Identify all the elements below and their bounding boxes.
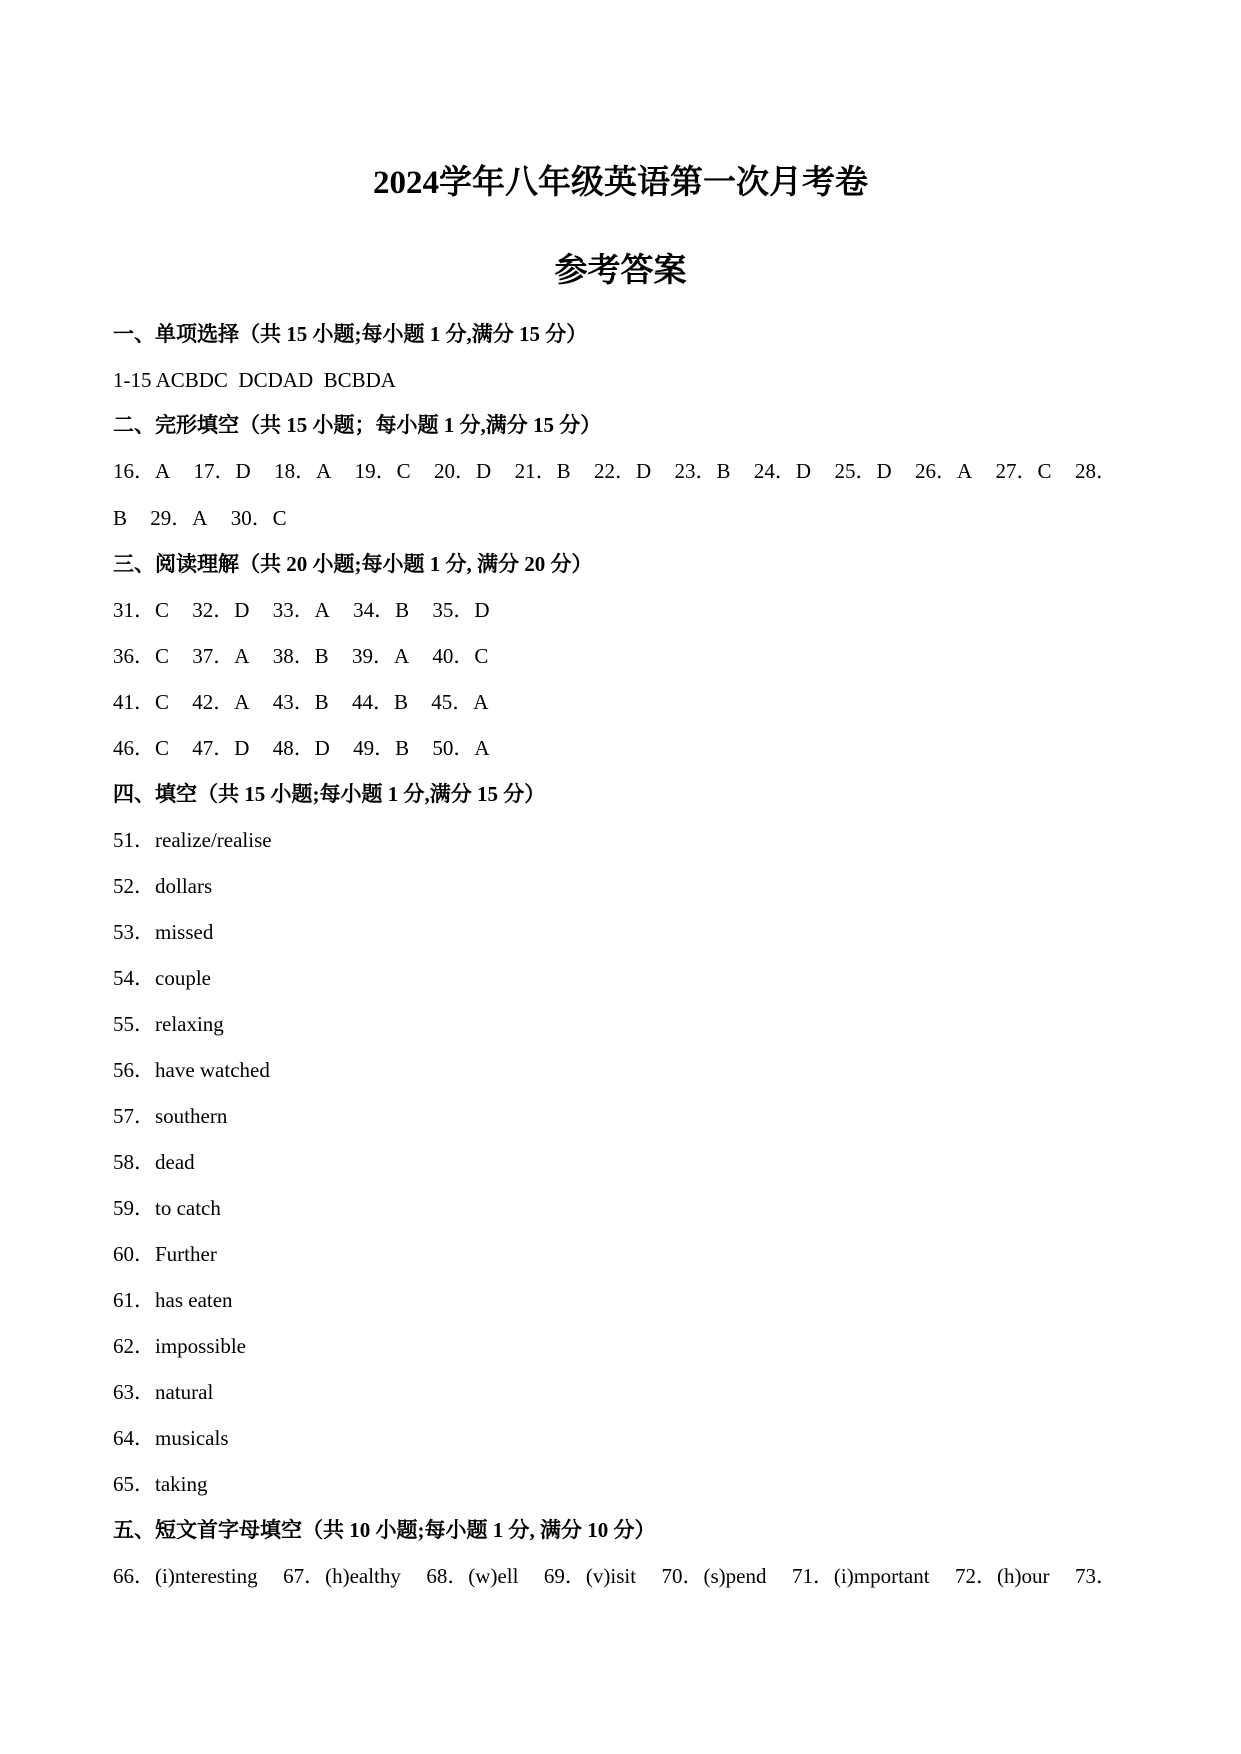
answer-item: 32．D [192,598,250,622]
answer-item: 72．(h)our [955,1564,1050,1588]
answer-item: 68．(w)ell [426,1564,519,1588]
fill-answer: 55．relaxing [113,1012,224,1036]
page-title: 2024学年八年级英语第一次月考卷 [373,165,868,201]
answer-item: 16．A [113,459,171,483]
section-2-row-2 [113,504,1133,532]
answer-item: 28． [1074,459,1117,483]
fill-answer: 54．couple [113,966,211,990]
answer-item: 24．D [753,459,812,483]
answer-item: 70．(s)pend [661,1564,767,1588]
answer-item: 29．A [150,506,208,530]
answer-item: 34．B [353,598,410,622]
section-5-heading: 五、短文首字母填空（共 10 小题;每小题 1 分, 满分 10 分） [113,1518,656,1542]
section-1-heading: 一、单项选择（共 15 小题;每小题 1 分,满分 15 分） [113,322,588,346]
section-1-answers: 1-15 ACBDC DCDAD BCBDA [113,368,396,392]
answer-item: 47．D [192,736,250,760]
answer-item: 35．D [432,598,490,622]
fill-answer: 63．natural [113,1380,214,1404]
answer-item: 73． [1074,1564,1117,1588]
fill-answer: 60．Further [113,1242,217,1266]
section-3-row [113,642,1133,670]
page-subtitle: 参考答案 [554,253,687,289]
answer-item: 39．A [351,644,410,668]
answer-item: B [113,506,128,530]
answer-item: 45．A [431,690,489,714]
section-3-row [113,688,1133,716]
answer-item: 50．A [432,736,490,760]
answer-item: 33．A [272,598,330,622]
fill-answer: 52．dollars [113,874,213,898]
answer-item: 71．(i)mportant [791,1564,930,1588]
answer-item: 19．C [354,459,411,483]
answer-item: 41．C [113,690,170,714]
answer-item: 67．(h)ealthy [283,1564,401,1588]
section-2-row-1 [113,457,1117,485]
fill-answer: 58．dead [113,1150,195,1174]
answer-item: 49．B [353,736,410,760]
answer-item: 46．C [113,736,170,760]
fill-answer: 53．missed [113,920,214,944]
answer-item: 23．B [674,459,731,483]
section-4-heading: 四、填空（共 15 小题;每小题 1 分,满分 15 分） [113,782,546,806]
section-3-heading: 三、阅读理解（共 20 小题;每小题 1 分, 满分 20 分） [113,552,593,576]
answer-item: 27．C [995,459,1052,483]
answer-item: 18．A [274,459,332,483]
fill-answer: 57．southern [113,1104,228,1128]
answer-item: 48．D [272,736,330,760]
fill-answer: 65．taking [113,1472,208,1496]
fill-answer: 59．to catch [113,1196,221,1220]
answer-item: 25．D [834,459,892,483]
answer-item: 21．B [514,459,571,483]
section-3-row [113,734,1133,762]
answer-item: 37．A [192,644,250,668]
fill-answer: 62．impossible [113,1334,247,1358]
answer-item: 30．C [230,506,287,530]
answer-item: 66．(i)nteresting [113,1564,258,1588]
answer-item: 36．C [113,644,170,668]
answer-item: 26．A [915,459,973,483]
answer-item: 20．D [434,459,492,483]
fill-answer: 61．has eaten [113,1288,233,1312]
answer-item: 17．D [193,459,251,483]
answer-item: 22．D [593,459,652,483]
answer-item: 31．C [113,598,170,622]
answer-item: 42．A [192,690,250,714]
section-5-row-1 [113,1562,1117,1590]
answer-item: 44．B [351,690,408,714]
answer-item: 43．B [272,690,329,714]
fill-answer: 51．realize/realise [113,828,272,852]
section-2-heading: 二、完形填空（共 15 小题；每小题 1 分,满分 15 分） [113,413,602,437]
answer-item: 69．(v)isit [543,1564,637,1588]
fill-answer: 64．musicals [113,1426,229,1450]
answer-item: 38．B [272,644,329,668]
answer-item: 40．C [432,644,489,668]
section-3-row [113,596,1133,624]
fill-answer: 56．have watched [113,1058,270,1082]
